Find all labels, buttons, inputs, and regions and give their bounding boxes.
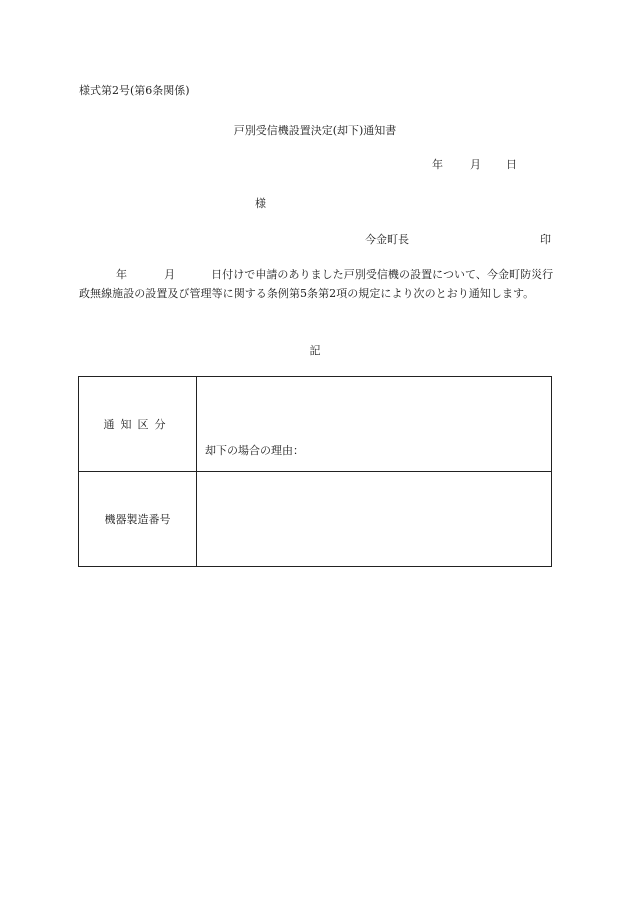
body-year-label: 年	[116, 268, 128, 281]
details-table	[78, 376, 552, 567]
body-paragraph	[79, 265, 556, 303]
date-year-label: 年	[432, 158, 443, 171]
date-line	[432, 156, 517, 172]
rejection-reason-label: 却下の場合の理由：	[205, 444, 304, 457]
table-row	[79, 472, 552, 567]
body-text: 日付けで申請のありました戸別受信機の設置について、今金町防災行政無線施設の設置及び管理等に関する条例第5条第2項の規定により次のとおり通知します。	[79, 268, 554, 300]
notice-type-label-cell	[79, 377, 197, 472]
ki-heading: 記	[309, 344, 321, 357]
addressee-suffix: 様	[255, 197, 266, 210]
issuer-name: 今金町長	[365, 233, 409, 246]
device-serial-label-cell	[79, 472, 197, 567]
table-row	[79, 377, 552, 472]
device-serial-label: 機器製造番号	[104, 513, 171, 526]
date-month-label: 月	[470, 158, 481, 171]
notice-type-label: 通知区分	[103, 418, 172, 431]
date-day-label: 日	[506, 158, 517, 171]
form-number: 様式第2号(第6条関係)	[79, 84, 190, 97]
document-title: 戸別受信機設置決定(却下)通知書	[233, 124, 397, 137]
body-month-label: 月	[164, 268, 176, 281]
seal-mark: 印	[540, 233, 551, 246]
device-serial-value-cell	[197, 472, 552, 567]
notice-type-value-cell	[197, 377, 552, 472]
